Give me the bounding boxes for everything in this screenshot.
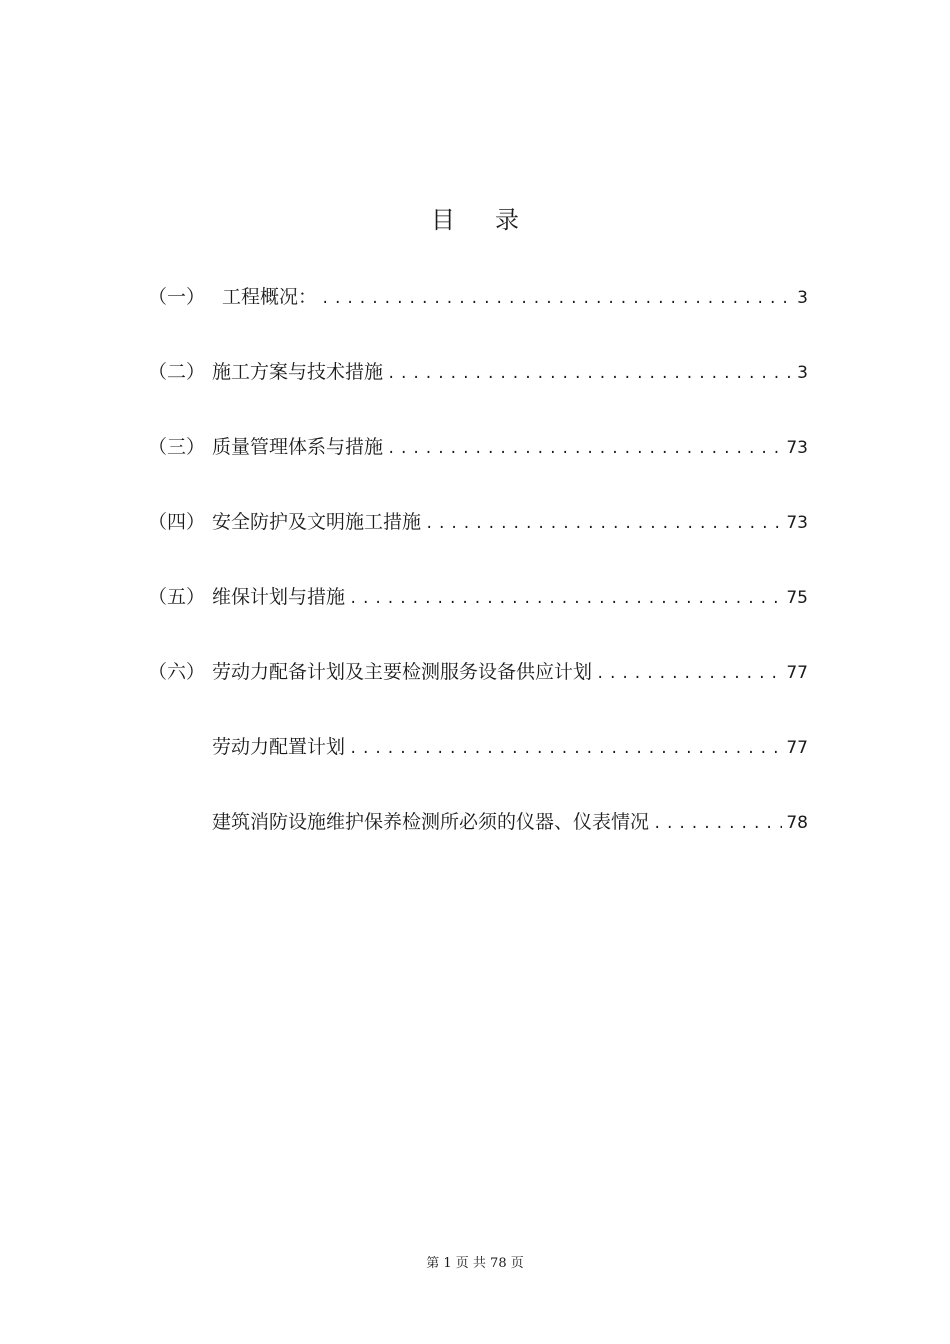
toc-title [0, 200, 950, 235]
toc-entry-page: 3 [797, 288, 808, 308]
toc-entry-text: 建筑消防设施维护保养检测所必须的仪器、仪表情况 [212, 811, 650, 833]
toc-entry-text: 安全防护及文明施工措施 [212, 511, 422, 533]
toc-entry-text: 施工方案与技术措施 [212, 361, 384, 383]
toc-entry-page: 75 [786, 588, 808, 608]
toc-subentry[interactable] [148, 807, 808, 882]
toc-leader-dots [596, 659, 782, 689]
toc-entry-number: （三） [148, 436, 206, 458]
toc-entry-number: （四） [148, 511, 206, 533]
toc-leader-dots [349, 584, 782, 614]
title-char-2: 录 [495, 206, 519, 234]
toc-entry-text: 维保计划与措施 [212, 586, 346, 608]
title-char-1: 目 [431, 206, 455, 234]
table-of-contents [148, 282, 808, 882]
toc-entry-number: （五） [148, 586, 206, 608]
toc-entry-page: 3 [797, 363, 808, 383]
toc-entry-page: 78 [786, 813, 808, 833]
toc-entry[interactable] [148, 507, 808, 582]
page-footer: 第 1 页 共 78 页 [426, 1256, 524, 1271]
toc-leader-dots [387, 434, 782, 464]
toc-entry[interactable] [148, 282, 808, 357]
toc-leader-dots [387, 359, 793, 389]
toc-entry[interactable] [148, 582, 808, 657]
toc-entry-page: 77 [786, 738, 808, 758]
toc-entry-page: 73 [786, 438, 808, 458]
toc-entry[interactable] [148, 657, 808, 732]
toc-subentry[interactable] [148, 732, 808, 807]
toc-entry-text: 质量管理体系与措施 [212, 436, 384, 458]
toc-leader-dots [425, 509, 782, 539]
toc-entry-number: （二） [148, 361, 206, 383]
toc-leader-dots [653, 809, 782, 839]
toc-entry-number: （六） [148, 661, 206, 683]
toc-entry-text: 劳动力配置计划 [212, 736, 346, 758]
toc-entry-page: 77 [786, 663, 808, 683]
toc-entry-page: 73 [786, 513, 808, 533]
toc-entry-text: 劳动力配备计划及主要检测服务设备供应计划 [212, 661, 593, 683]
toc-entry[interactable] [148, 357, 808, 432]
toc-leader-dots [349, 734, 782, 764]
toc-entry[interactable] [148, 432, 808, 507]
toc-entry-text: 工程概况： [222, 286, 318, 308]
toc-entry-number: （一） [148, 286, 206, 308]
toc-leader-dots [321, 284, 793, 314]
